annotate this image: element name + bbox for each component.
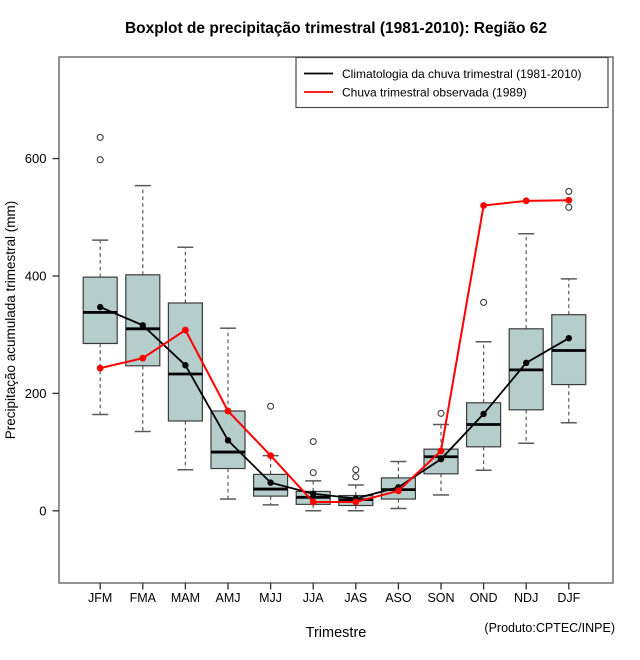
x-tick-label-DJF: DJF — [557, 591, 581, 605]
series-point-AMJ — [225, 408, 232, 415]
y-axis-ticks — [25, 151, 59, 518]
boxplot-NDJ — [509, 234, 543, 444]
x-tick-label-NDJ: NDJ — [514, 591, 539, 605]
iqr-box — [83, 277, 117, 343]
legend-label-climatologia: Climatologia da chuva trimestral (1981-2010) — [342, 67, 582, 81]
outlier-point — [310, 470, 316, 476]
x-tick-label-JAS: JAS — [344, 591, 368, 605]
x-tick-label-JFM: JFM — [88, 591, 113, 605]
series-point-DJF — [565, 197, 572, 204]
y-tick-label-400: 400 — [24, 268, 47, 284]
outlier-point — [353, 474, 359, 480]
outlier-point — [438, 410, 444, 416]
series-point-MAM — [182, 362, 188, 368]
boxplot-MAM — [168, 247, 202, 469]
chart-title: Boxplot de precipitação trimestral (1981-2010): Região 62 — [124, 20, 548, 37]
outlier-point — [310, 439, 316, 445]
series-point-FMA — [139, 355, 146, 362]
x-tick-label-AMJ: AMJ — [215, 591, 241, 605]
series-point-JFM — [97, 365, 104, 372]
legend — [296, 58, 608, 108]
x-tick-label-SON: SON — [427, 591, 455, 605]
series-point-OND — [480, 202, 487, 209]
series-point-FMA — [140, 322, 146, 328]
outlier-point — [268, 403, 274, 409]
outlier-point — [353, 467, 359, 473]
series-point-MAM — [182, 327, 189, 334]
y-tick-label-0: 0 — [39, 503, 47, 519]
boxplots — [83, 134, 586, 510]
boxplot-DJF — [552, 188, 586, 422]
x-tick-label-JJA: JJA — [302, 591, 324, 605]
series-point-SON — [438, 456, 444, 462]
outlier-point — [566, 188, 572, 194]
series-point-OND — [480, 411, 486, 417]
outlier-point — [481, 299, 487, 305]
x-axis-label: Trimestre — [305, 625, 367, 641]
x-tick-label-MAM: MAM — [170, 591, 200, 605]
series-point-JFM — [97, 304, 103, 310]
x-axis-ticks — [88, 583, 581, 605]
series-point-NDJ — [523, 360, 529, 366]
series-point-MJJ — [267, 479, 273, 485]
x-tick-label-FMA: FMA — [129, 591, 156, 605]
series-point-NDJ — [523, 197, 530, 204]
series-point-JAS — [352, 499, 359, 506]
series-point-SON — [438, 448, 445, 455]
boxplot-JFM — [83, 134, 117, 414]
y-tick-label-600: 600 — [24, 151, 47, 167]
outlier-point — [97, 134, 103, 140]
series-point-AMJ — [225, 437, 231, 443]
boxplot-FMA — [126, 186, 160, 432]
outlier-point — [566, 204, 572, 210]
outlier-point — [97, 157, 103, 163]
product-credit: (Produto:CPTEC/INPE) — [484, 621, 615, 635]
legend-label-observada: Chuva trimestral observada (1989) — [342, 85, 527, 100]
x-tick-label-OND: OND — [469, 591, 498, 605]
series-point-JJA — [310, 491, 316, 497]
series-point-ASO — [395, 487, 402, 494]
x-tick-label-MJJ: MJJ — [259, 591, 283, 605]
series-point-MJJ — [267, 452, 274, 459]
y-tick-label-200: 200 — [24, 385, 47, 401]
y-axis-label: Precipitação acumulada trimestral (mm) — [3, 200, 18, 440]
legend-box — [296, 58, 608, 108]
x-tick-label-ASO: ASO — [385, 591, 412, 605]
series-point-JJA — [310, 499, 317, 506]
series-point-DJF — [566, 335, 572, 341]
boxplot-OND — [467, 299, 501, 470]
iqr-box — [168, 303, 202, 421]
